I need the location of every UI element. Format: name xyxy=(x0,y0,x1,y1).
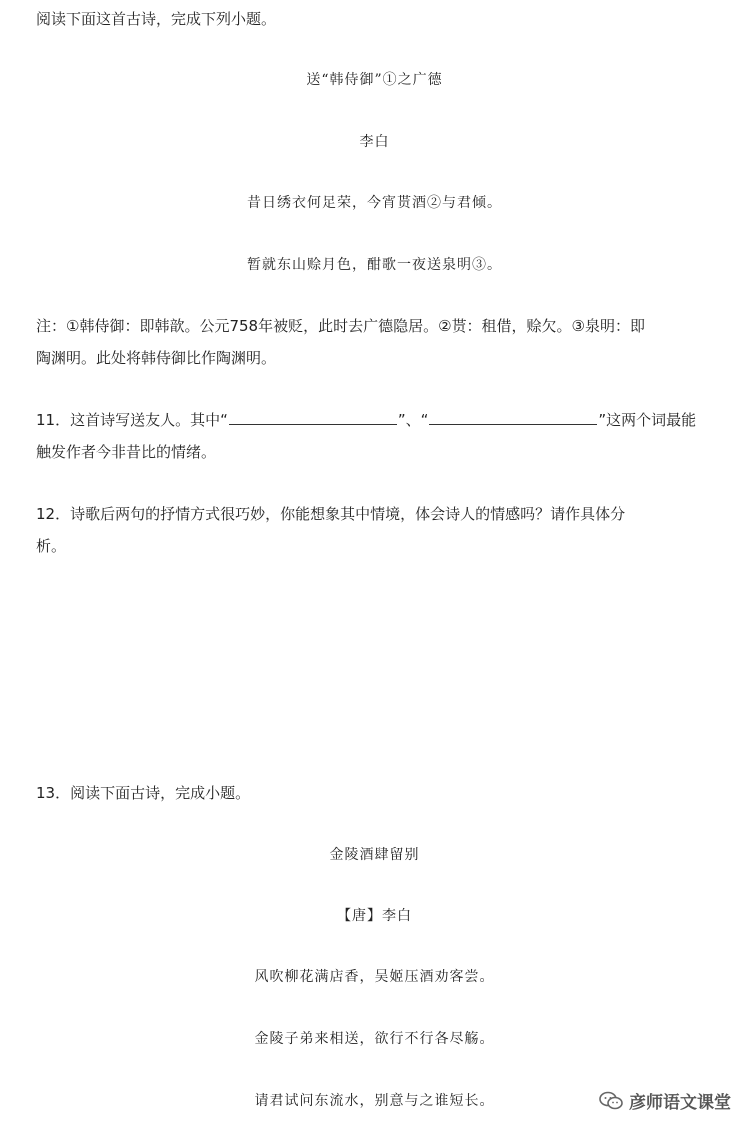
poem2-line-3: 请君试问东流水，别意与之谁短长。 xyxy=(254,1093,495,1109)
poem1-author: 李白 xyxy=(359,134,390,150)
question-12-line-1: 12．诗歌后两句的抒情方式很巧妙，你能想象其中情境，体会诗人的情感吗？请作具体分 xyxy=(36,505,626,523)
wechat-icon xyxy=(599,1091,623,1111)
poem1-note-line-1: 注：①韩侍御：即韩歆。公元758年被贬，此时去广德隐居。②贳：租借，赊欠。③泉明：即 xyxy=(36,317,645,335)
poem2-title: 金陵酒肆留别 xyxy=(329,847,420,863)
question-11-line-2: 触发作者今非昔比的情绪。 xyxy=(36,443,217,461)
question-12-line-2: 析。 xyxy=(36,537,67,555)
poem2-author: 【唐】李白 xyxy=(337,908,412,924)
question-13-text: 13．阅读下面古诗，完成小题。 xyxy=(36,784,251,802)
intro-text: 阅读下面这首古诗，完成下列小题。 xyxy=(36,10,277,28)
poem1-line-1: 昔日绣衣何足荣，今宵贳酒②与君倾。 xyxy=(247,195,502,211)
watermark xyxy=(599,1088,731,1113)
question-11-middle: ”、“ xyxy=(397,411,429,429)
question-11-line-1 xyxy=(36,409,729,431)
watermark-text: 彦师语文课堂 xyxy=(629,1093,731,1113)
answer-blank-1[interactable] xyxy=(229,410,397,425)
poem2-line-2: 金陵子弟来相送，欲行不行各尽觞。 xyxy=(254,1031,495,1047)
poem1-title: 送“韩侍御”①之广德 xyxy=(306,72,443,88)
answer-blank-2[interactable] xyxy=(429,410,597,425)
poem2-line-1: 风吹柳花满店香，吴姬压酒劝客尝。 xyxy=(254,969,495,985)
poem1-line-2: 暂就东山赊月色，酣歌一夜送泉明③。 xyxy=(247,257,502,273)
question-11-suffix: ”这两个词最能 xyxy=(598,411,697,429)
question-11-prefix: 11．这首诗写送友人。其中“ xyxy=(36,411,228,429)
poem1-note-line-2: 陶渊明。此处将韩侍御比作陶渊明。 xyxy=(36,349,277,367)
